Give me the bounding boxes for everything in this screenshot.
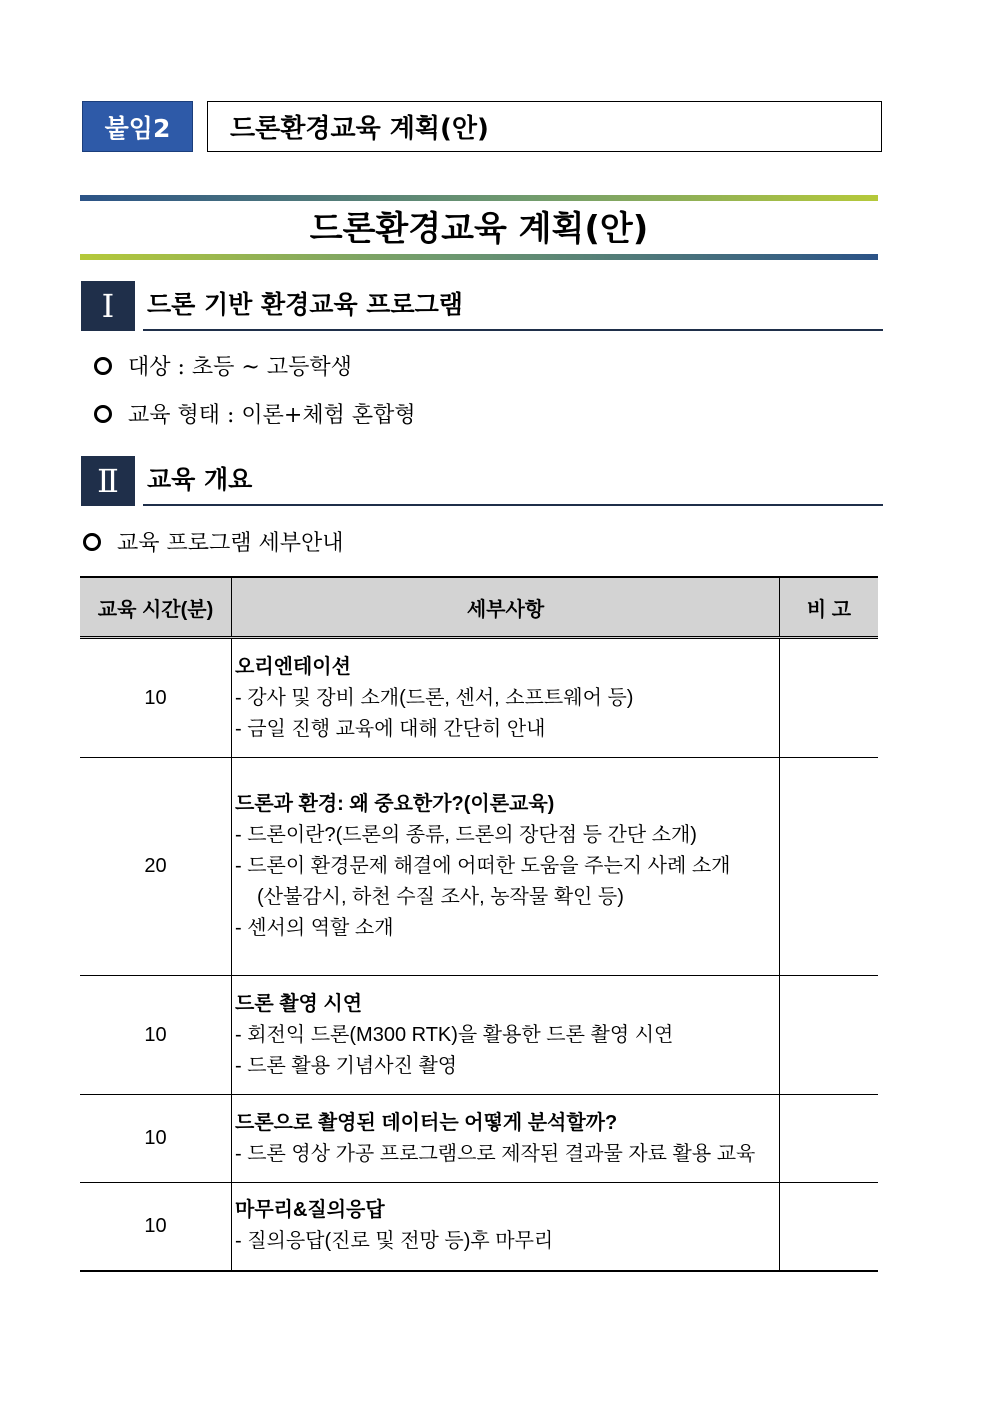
table-row xyxy=(80,1183,878,1271)
bullet-program-guide-text: 교육 프로그램 세부안내 xyxy=(117,531,344,556)
table-row xyxy=(80,758,878,976)
detail-item: - 회전익 드론(M300 RTK)을 활용한 드론 촬영 시연 xyxy=(235,1023,674,1046)
detail-item: - 드론이 환경문제 해결에 어떠한 도움을 주는지 사례 소개 xyxy=(235,855,731,877)
row-note xyxy=(780,976,879,1095)
row-detail xyxy=(232,1095,780,1183)
section-1-number: Ⅰ xyxy=(81,281,135,331)
detail-title: 드론으로 촬영된 데이터는 어떻게 분석할까? xyxy=(235,1111,618,1134)
detail-title: 마무리&질의응답 xyxy=(235,1199,385,1222)
row-detail xyxy=(232,976,780,1095)
bullet-target xyxy=(94,350,352,381)
row-time: 10 xyxy=(80,638,232,758)
detail-title: 드론 촬영 시연 xyxy=(235,992,363,1015)
detail-title: 드론과 환경: 왜 중요한가?(이론교육) xyxy=(235,793,555,815)
detail-item-continued: (산불감시, 하천 수질 조사, 농작물 확인 등) xyxy=(257,886,624,908)
row-detail xyxy=(232,758,780,976)
row-time: 20 xyxy=(80,758,232,976)
title-bottom-rule xyxy=(80,254,878,260)
attachment-title xyxy=(207,101,882,152)
bullet-format xyxy=(94,398,416,429)
section-1-underline xyxy=(143,329,883,331)
row-time: 10 xyxy=(80,1183,232,1271)
row-time: 10 xyxy=(80,976,232,1095)
section-1-title: 드론 기반 환경교육 프로그램 xyxy=(147,290,463,319)
table-row xyxy=(80,976,878,1095)
bullet-format-text: 교육 형태 : 이론+체험 혼합형 xyxy=(128,403,416,428)
detail-item: - 센서의 역할 소개 xyxy=(235,917,394,939)
row-time: 10 xyxy=(80,1095,232,1183)
header-detail: 세부사항 xyxy=(232,577,780,638)
header-time: 교육 시간(분) xyxy=(80,577,232,638)
row-note xyxy=(780,758,879,976)
section-2-underline xyxy=(143,504,883,506)
attachment-title-text: 드론환경교육 계획(안) xyxy=(230,114,489,144)
section-1-heading xyxy=(81,281,883,331)
table-header-row xyxy=(80,577,878,638)
detail-item: - 드론 활용 기념사진 촬영 xyxy=(235,1054,458,1077)
row-detail xyxy=(232,638,780,758)
detail-title: 오리엔테이션 xyxy=(235,655,351,678)
detail-item: - 강사 및 장비 소개(드론, 센서, 소프트웨어 등) xyxy=(235,686,634,709)
row-detail xyxy=(232,1183,780,1271)
page-title: 드론환경교육 계획(안) xyxy=(309,209,649,249)
detail-item: - 금일 진행 교육에 대해 간단히 안내 xyxy=(235,717,546,740)
row-note xyxy=(780,1095,879,1183)
attachment-badge: 붙임2 xyxy=(82,101,193,152)
bullet-program-guide xyxy=(83,526,344,557)
detail-item: - 드론 영상 가공 프로그램으로 제작된 결과물 자료 활용 교육 xyxy=(235,1142,756,1165)
program-table xyxy=(80,576,878,1272)
row-note xyxy=(780,1183,879,1271)
bullet-target-text: 대상 : 초등 ~ 고등학생 xyxy=(128,355,352,380)
row-note xyxy=(780,638,879,758)
ring-bullet-icon xyxy=(94,357,112,375)
detail-item: - 드론이란?(드론의 종류, 드론의 장단점 등 간단 소개) xyxy=(235,824,697,846)
header-note: 비 고 xyxy=(780,577,879,638)
section-2-title: 교육 개요 xyxy=(147,465,253,494)
table-row xyxy=(80,638,878,758)
section-2-heading xyxy=(81,456,883,506)
ring-bullet-icon xyxy=(94,405,112,423)
title-top-rule xyxy=(80,195,878,201)
detail-item: - 질의응답(진로 및 전망 등)후 마무리 xyxy=(235,1230,554,1253)
table-row xyxy=(80,1095,878,1183)
section-2-number: Ⅱ xyxy=(81,456,135,506)
ring-bullet-icon xyxy=(83,533,101,551)
